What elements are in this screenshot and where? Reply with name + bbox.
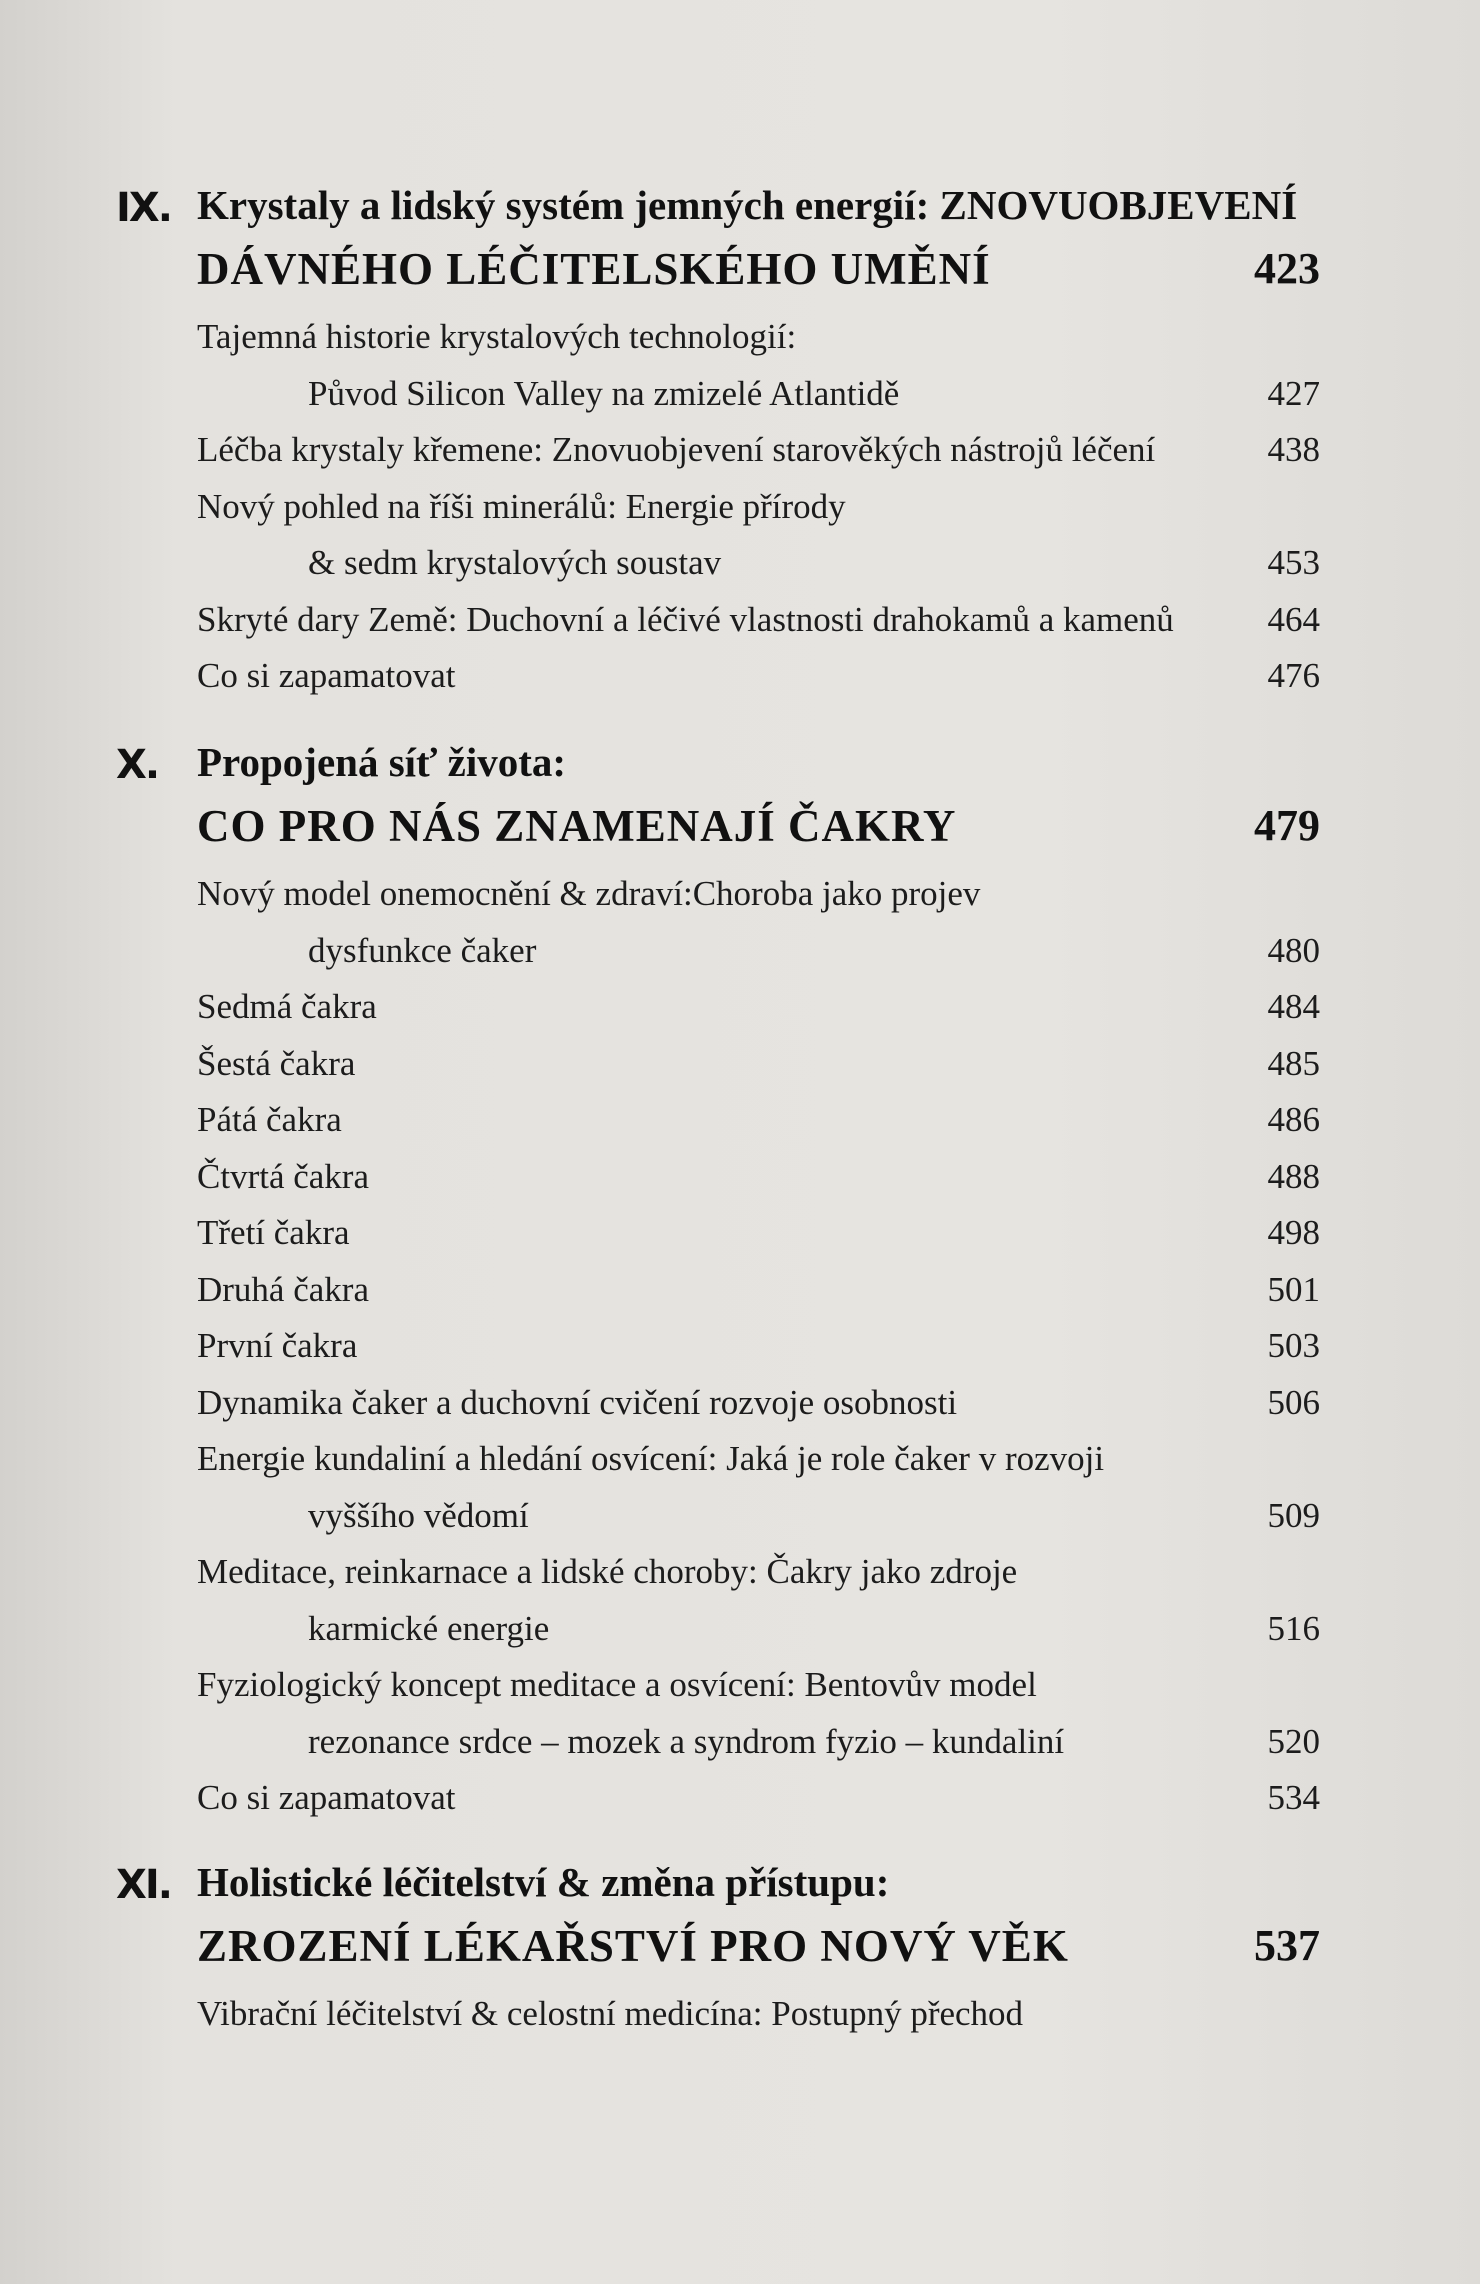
toc-entry[interactable] (0, 487, 1480, 600)
toc-entry-page-number: 501 (1267, 1269, 1320, 1309)
toc-entry-text: Meditace, reinkarnace a lidské choroby: Čakry jako zdroje (197, 1552, 1018, 1591)
toc-entry[interactable] (0, 1665, 1480, 1778)
toc-entry-page-number: 480 (1267, 930, 1320, 970)
toc-entry[interactable] (0, 600, 1480, 657)
toc-entry[interactable] (0, 1994, 1480, 2051)
toc-entry-page-number: 476 (1267, 656, 1320, 695)
chapter-title: Holistické léčitelství & změna přístupu: (197, 1859, 890, 1905)
toc-entry[interactable] (0, 1044, 1480, 1101)
toc-entry-text: rezonance srdce – mozek a syndrom fyzio – kundaliní (308, 1721, 1065, 1761)
toc-entry-page-number: 427 (1267, 373, 1320, 413)
toc-entry-page-number: 506 (1267, 1382, 1320, 1422)
chapter-page-number: 423 (1254, 244, 1320, 293)
chapter-number: IX. (116, 185, 171, 231)
toc-entry[interactable] (0, 656, 1480, 713)
toc-entry-text: karmické energie (308, 1608, 550, 1648)
toc-entry-page-number: 484 (1267, 987, 1320, 1026)
toc-entry-text: & sedm krystalových soustav (308, 543, 722, 582)
chapter-page-number: 479 (1254, 801, 1320, 850)
toc-entry[interactable] (0, 1383, 1480, 1440)
toc-entry-text: Co si zapamatovat (197, 656, 456, 695)
toc-entry-text: Třetí čakra (197, 1213, 350, 1252)
toc-entry[interactable] (0, 1326, 1480, 1383)
toc-entry[interactable] (0, 317, 1480, 430)
chapter-page-number: 537 (1254, 1921, 1320, 1970)
toc-entry[interactable] (0, 430, 1480, 487)
toc-entry-page-number: 486 (1267, 1100, 1320, 1139)
chapter-subtitle: CO PRO NÁS ZNAMENAJÍ ČAKRY (197, 801, 957, 851)
toc-entry-page-number: 485 (1267, 1043, 1320, 1083)
toc-entry-page-number: 498 (1267, 1213, 1320, 1252)
toc-entry-page-number: 534 (1267, 1778, 1320, 1817)
toc-entry[interactable] (0, 874, 1480, 987)
toc-entry-text: vyššího vědomí (308, 1495, 529, 1535)
chapter-subtitle: DÁVNÉHO LÉČITELSKÉHO UMĚNÍ (197, 244, 991, 294)
toc-entry-page-number: 509 (1267, 1495, 1320, 1535)
toc-entry-text: Tajemná historie krystalových technologií: (197, 317, 797, 356)
chapter-title: Propojená síť života: (197, 739, 567, 785)
toc-entry-text: Čtvrtá čakra (197, 1156, 369, 1196)
toc-entry-page-number: 464 (1267, 599, 1320, 639)
toc-entry-page-number: 503 (1267, 1326, 1320, 1365)
toc-entry[interactable] (0, 1552, 1480, 1665)
toc-entry-text: Energie kundaliní a hledání osvícení: Jaká je role čaker v rozvoji (197, 1439, 1105, 1478)
toc-entry-text: Skryté dary Země: Duchovní a léčivé vlastnosti drahokamů a kamenů (197, 599, 1174, 639)
toc-entry-text: Vibrační léčitelství & celostní medicína: Postupný přechod (197, 1994, 1024, 2033)
toc-entry-text: Co si zapamatovat (197, 1778, 456, 1817)
toc-entry-text: Nový pohled na říši minerálů: Energie přírody (197, 486, 846, 526)
chapter-title: Krystaly a lidský systém jemných energií: ZNOVUOBJEVENÍ (197, 182, 1298, 228)
toc-entry-text: Dynamika čaker a duchovní cvičení rozvoje osobnosti (197, 1382, 958, 1422)
toc-entry-text: Fyziologický koncept meditace a osvícení: Bentovův model (197, 1665, 1037, 1704)
toc-entry-page-number: 438 (1267, 430, 1320, 469)
toc-entry-page-number: 520 (1267, 1721, 1320, 1761)
toc-entry-text: Léčba krystaly křemene: Znovuobjevení starověkých nástrojů léčení (197, 430, 1156, 469)
toc-entry-page-number: 453 (1267, 543, 1320, 582)
toc-entry-text: Sedmá čakra (197, 987, 377, 1026)
toc-entry[interactable] (0, 1778, 1480, 1835)
toc-entry-page-number: 516 (1267, 1608, 1320, 1648)
chapter-number: X. (116, 742, 159, 788)
toc-entry-text: Nový model onemocnění & zdraví:Choroba jako projev (197, 874, 981, 913)
toc-entry[interactable] (0, 1213, 1480, 1270)
toc-entry-text: Druhá čakra (197, 1269, 369, 1309)
toc-entry[interactable] (0, 1100, 1480, 1157)
toc-entry[interactable] (0, 987, 1480, 1044)
toc-entry-text: Původ Silicon Valley na zmizelé Atlantidě (308, 373, 900, 413)
chapter-number: XI. (116, 1862, 171, 1908)
toc-entry-text: První čakra (197, 1326, 358, 1365)
toc-entry[interactable] (0, 1270, 1480, 1327)
toc-entry[interactable] (0, 1157, 1480, 1214)
toc-entry-text: dysfunkce čaker (308, 930, 537, 970)
toc-entry[interactable] (0, 1439, 1480, 1552)
toc-entry-text: Pátá čakra (197, 1100, 342, 1139)
chapter-subtitle: ZROZENÍ LÉKAŘSTVÍ PRO NOVÝ VĚK (197, 1921, 1069, 1971)
toc-entry-text: Šestá čakra (197, 1043, 356, 1083)
toc-entry-page-number: 488 (1267, 1156, 1320, 1196)
